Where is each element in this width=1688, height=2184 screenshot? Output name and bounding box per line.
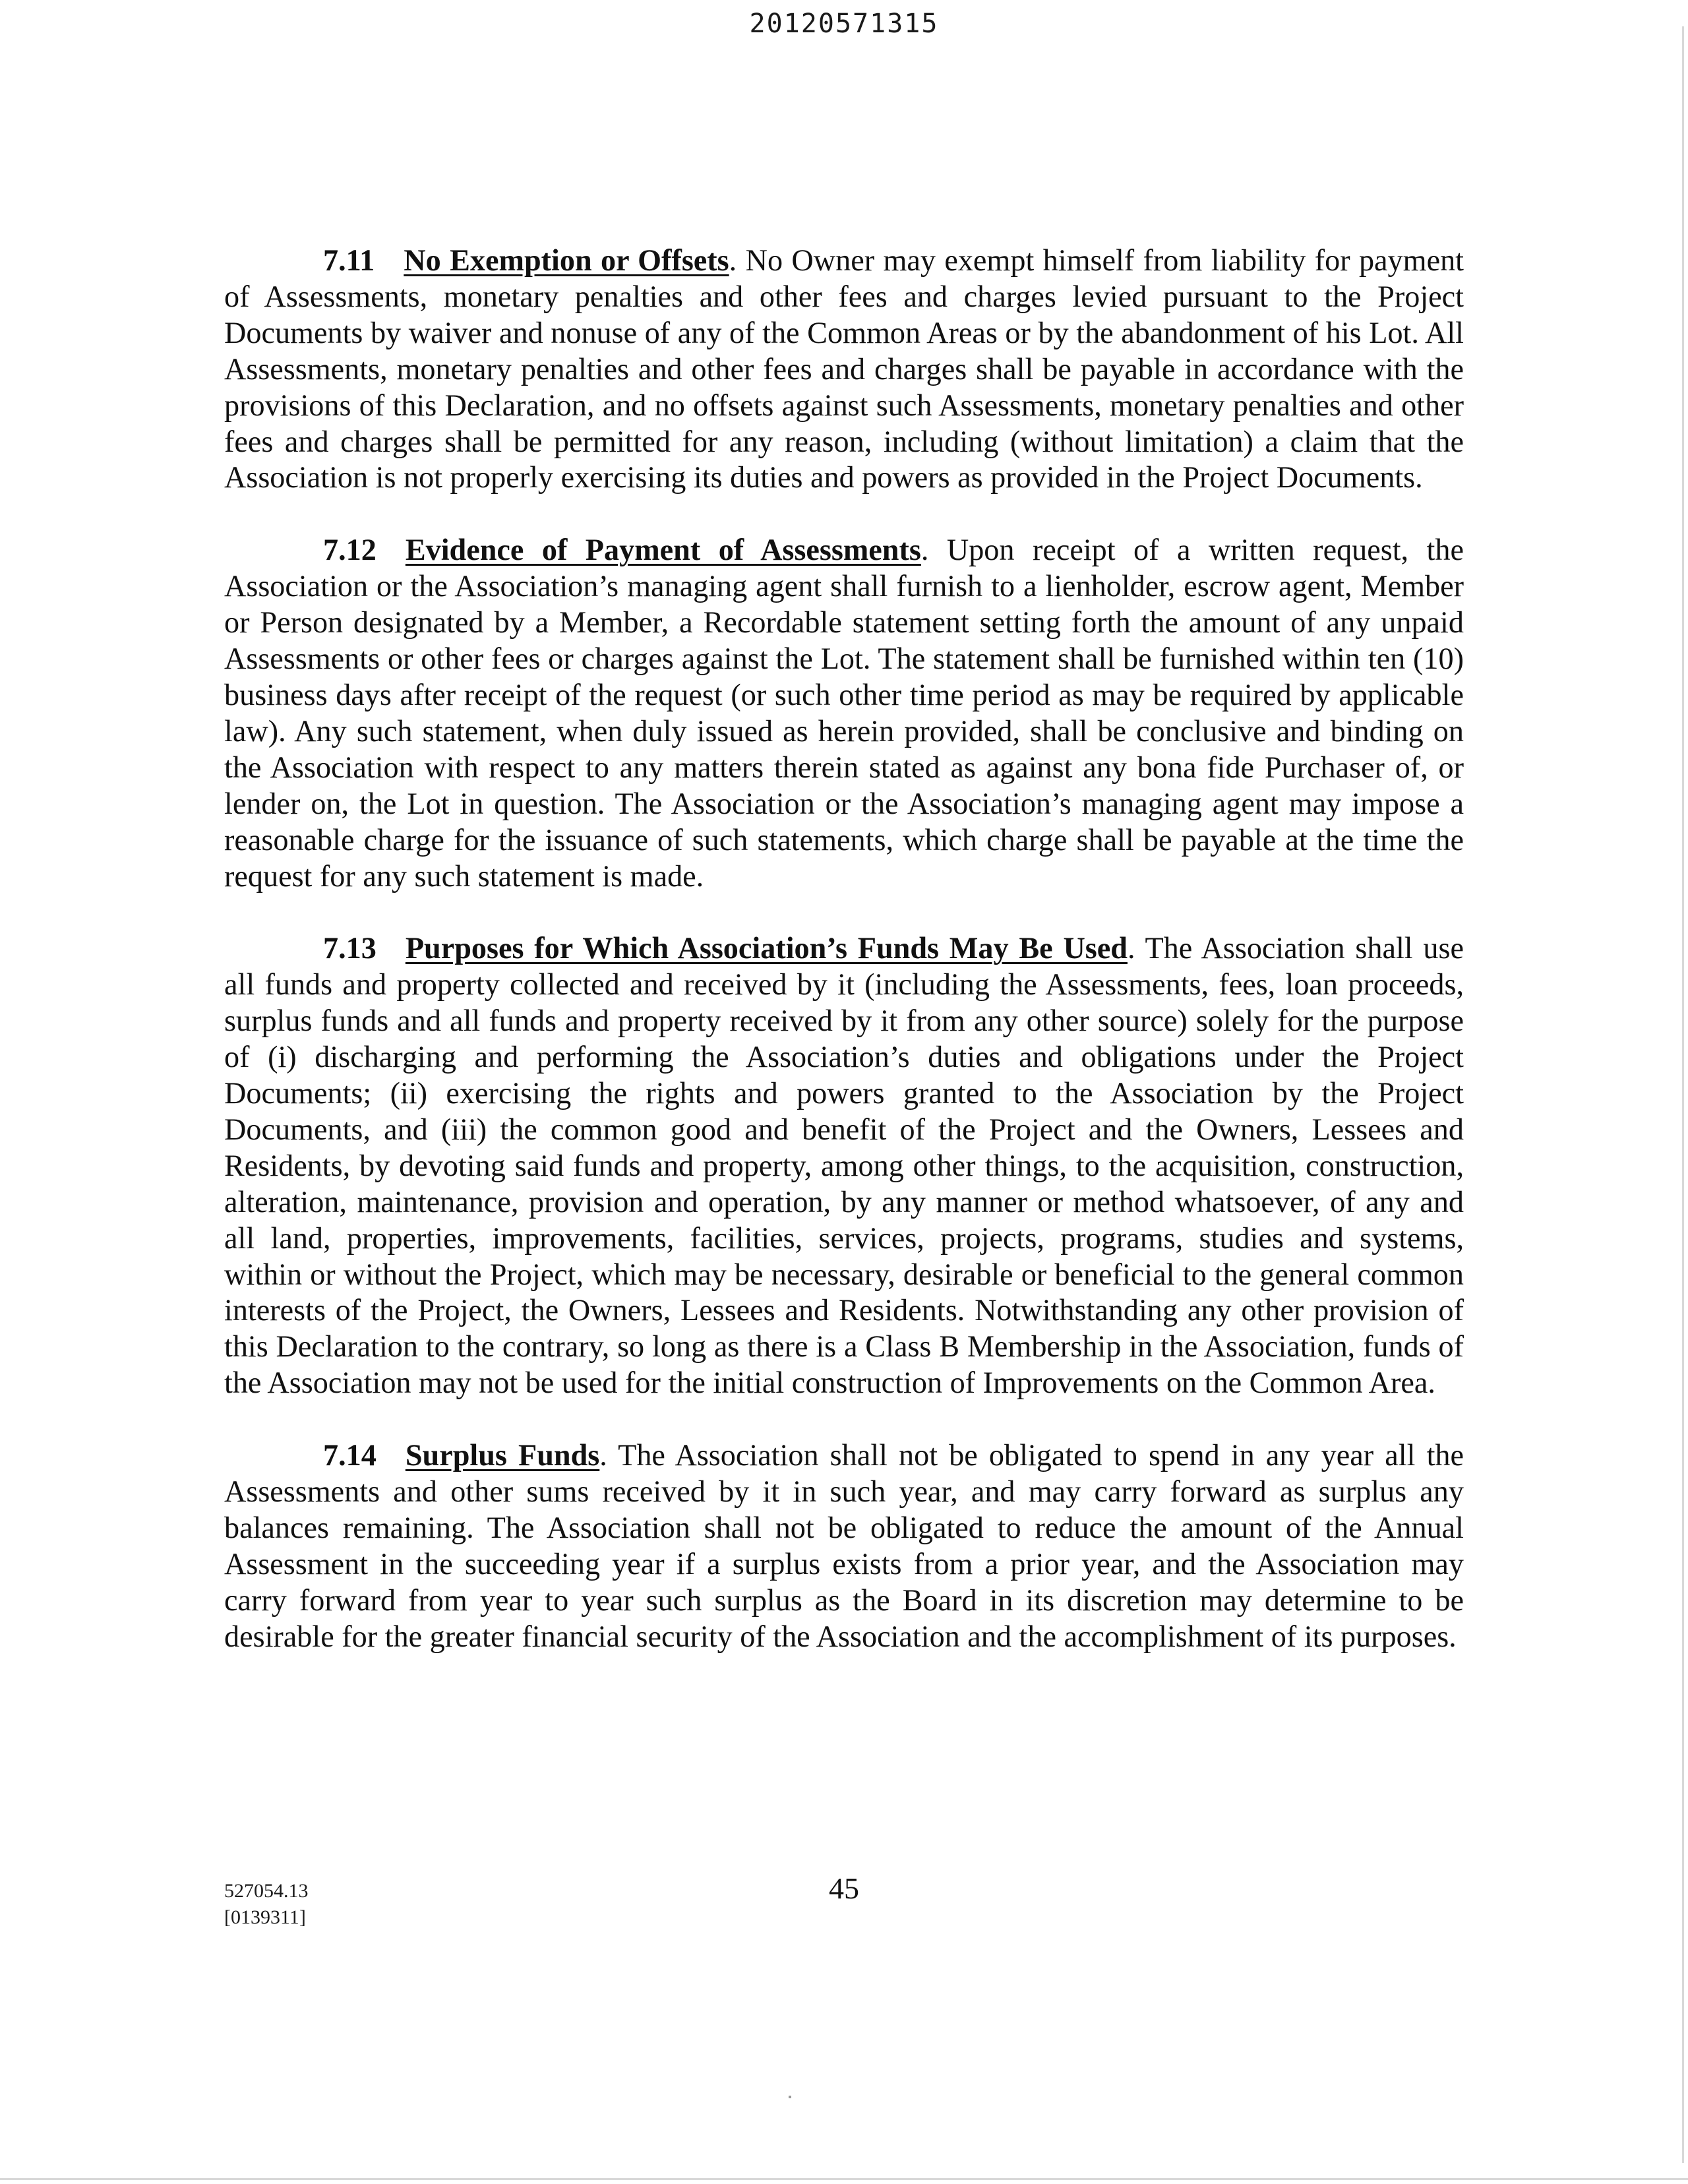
section-7-11: [224, 243, 1464, 496]
page-number: 45: [829, 1871, 859, 1905]
recording-number: 20120571315: [749, 9, 939, 39]
document-body: [224, 243, 1464, 1691]
section-text: . No Owner may exempt himself from liability for payment of Assessments, monetary penalties and other fees and charges levied pursuant to the Project Documents by waiver and nonuse of any of the Common Areas or by the abandonment of his Lot. All Assessments, monetary penalties and other fees and charges shall be payable in accordance with the provisions of this Declaration, and no offsets against such Assessments, monetary penalties and other fees and charges shall be permitted for any reason, including (without limitation) a claim that the Association is not properly exercising its duties and powers as provided in the Project Documents.: [224, 243, 1464, 495]
footer-doc-number: 527054.13: [224, 1880, 309, 1902]
section-text: . The Association shall use all funds and property collected and received by it (including the Assessments, fees, loan proceeds, surplus funds and all funds and property received by it from any other source) solely for the purpose of (i) discharging and performing the Association’s duties and obligations under the Project Documents; (ii) exercising the rights and powers granted to the Association by the Project Documents, and (iii) the common good and benefit of the Project and the Owners, Lessees and Residents, by devoting said funds and property, among other things, to the acquisition, construction, alteration, maintenance, provision and operation, by any manner or method whatsoever, of any and all land, properties, improvements, facilities, services, projects, programs, studies and systems, within or without the Project, which may be necessary, desirable or beneficial to the general common interests of the Project, the Owners, Lessees and Residents. Notwithstanding any other provision of this Declaration to the contrary, so long as there is a Class B Membership in the Association, funds of the Association may not be used for the initial construction of Improvements on the Common Area.: [224, 931, 1464, 1400]
section-text: . The Association shall not be obligated to spend in any year all the Assessments and other sums received by it in such year, and may carry forward as surplus any balances remaining. The Association shall not be obligated to reduce the amount of the Annual Assessment in the succeeding year if a surplus exists from a prior year, and the Association may carry forward from year to year such surplus as the Board in its discretion may determine to be desirable for the greater financial security of the Association and the accomplishment of its purposes.: [224, 1438, 1464, 1653]
section-title: Purposes for Which Association’s Funds May Be Used: [405, 931, 1128, 965]
section-7-12: [224, 532, 1464, 894]
section-title: No Exemption or Offsets: [404, 243, 729, 277]
section-number: 7.14: [323, 1438, 377, 1472]
footer-client-matter: [0139311]: [224, 1906, 306, 1928]
scan-speck: [789, 2096, 791, 2098]
scan-edge-right: [1682, 26, 1684, 2163]
section-number: 7.13: [323, 931, 377, 965]
section-number: 7.12: [323, 533, 377, 567]
section-7-13: [224, 930, 1464, 1401]
section-7-14: [224, 1438, 1464, 1654]
scan-edge-bottom: [0, 2178, 1688, 2180]
section-title: Evidence of Payment of Assessments: [405, 533, 921, 567]
section-text: . Upon receipt of a written request, the Association or the Association’s managing agent shall furnish to a lienholder, escrow agent, Member or Person designated by a Member, a Recordable statement setting forth the amount of any unpaid Assessments or other fees or charges against the Lot. The statement shall be furnished within ten (10) business days after receipt of the request (or such other time period as may be required by applicable law). Any such statement, when duly issued as herein provided, shall be conclusive and binding on the Association with respect to any matters therein stated as against any bona fide Purchaser of, or lender on, the Lot in question. The Association or the Association’s managing agent may impose a reasonable charge for the issuance of such statements, which charge shall be payable at the time the request for any such statement is made.: [224, 533, 1464, 893]
section-title: Surplus Funds: [405, 1438, 600, 1472]
section-number: 7.11: [323, 243, 375, 277]
